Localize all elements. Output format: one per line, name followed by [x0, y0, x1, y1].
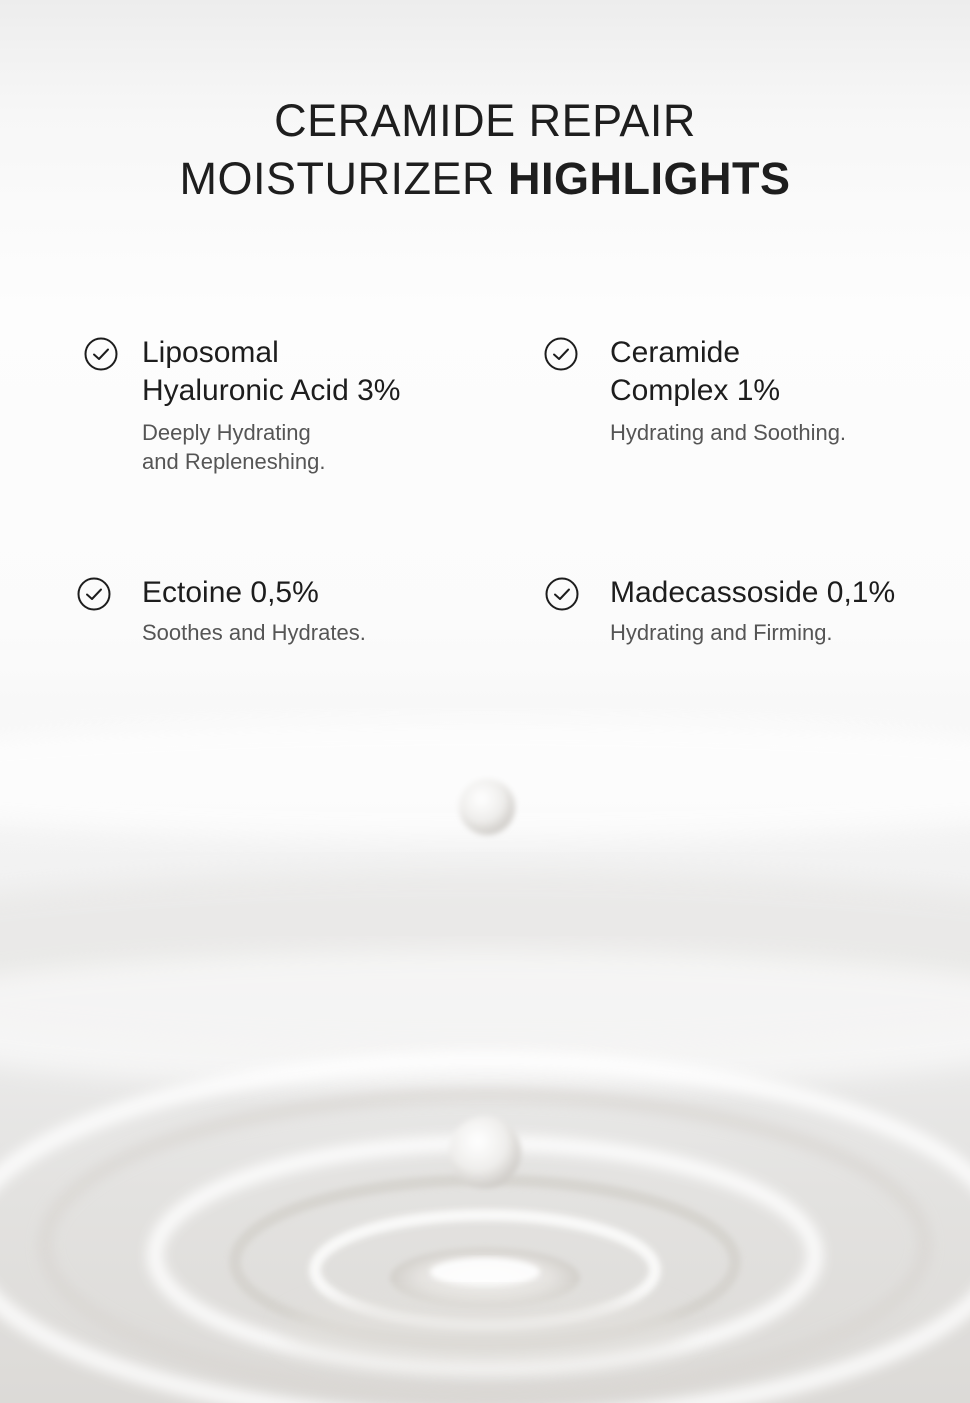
highlight-name: Ectoine 0,5% — [142, 576, 319, 609]
check-circle-icon — [77, 577, 111, 611]
highlight-name: Madecassoside 0,1% — [610, 576, 896, 609]
highlight-description: Soothes and Hydrates. — [142, 620, 366, 645]
highlight-name: Ceramide Complex 1% — [610, 336, 781, 407]
check-circle-icon — [545, 577, 579, 611]
highlight-name: Liposomal Hyaluronic Acid 3% — [142, 336, 401, 407]
check-circle-icon — [544, 337, 578, 371]
title-line-1: CERAMIDE REPAIR — [274, 95, 696, 146]
title-bold-word: HIGHLIGHTS — [508, 153, 791, 204]
check-circle-icon — [84, 337, 118, 371]
page-title — [0, 92, 970, 208]
highlight-description: Hydrating and Soothing. — [610, 420, 847, 445]
highlight-description: Deeply Hydrating and Repleneshing. — [142, 420, 326, 474]
title-line-2 — [0, 150, 970, 208]
highlight-description: Hydrating and Firming. — [610, 620, 833, 645]
title-light-word: MOISTURIZER — [179, 153, 495, 204]
